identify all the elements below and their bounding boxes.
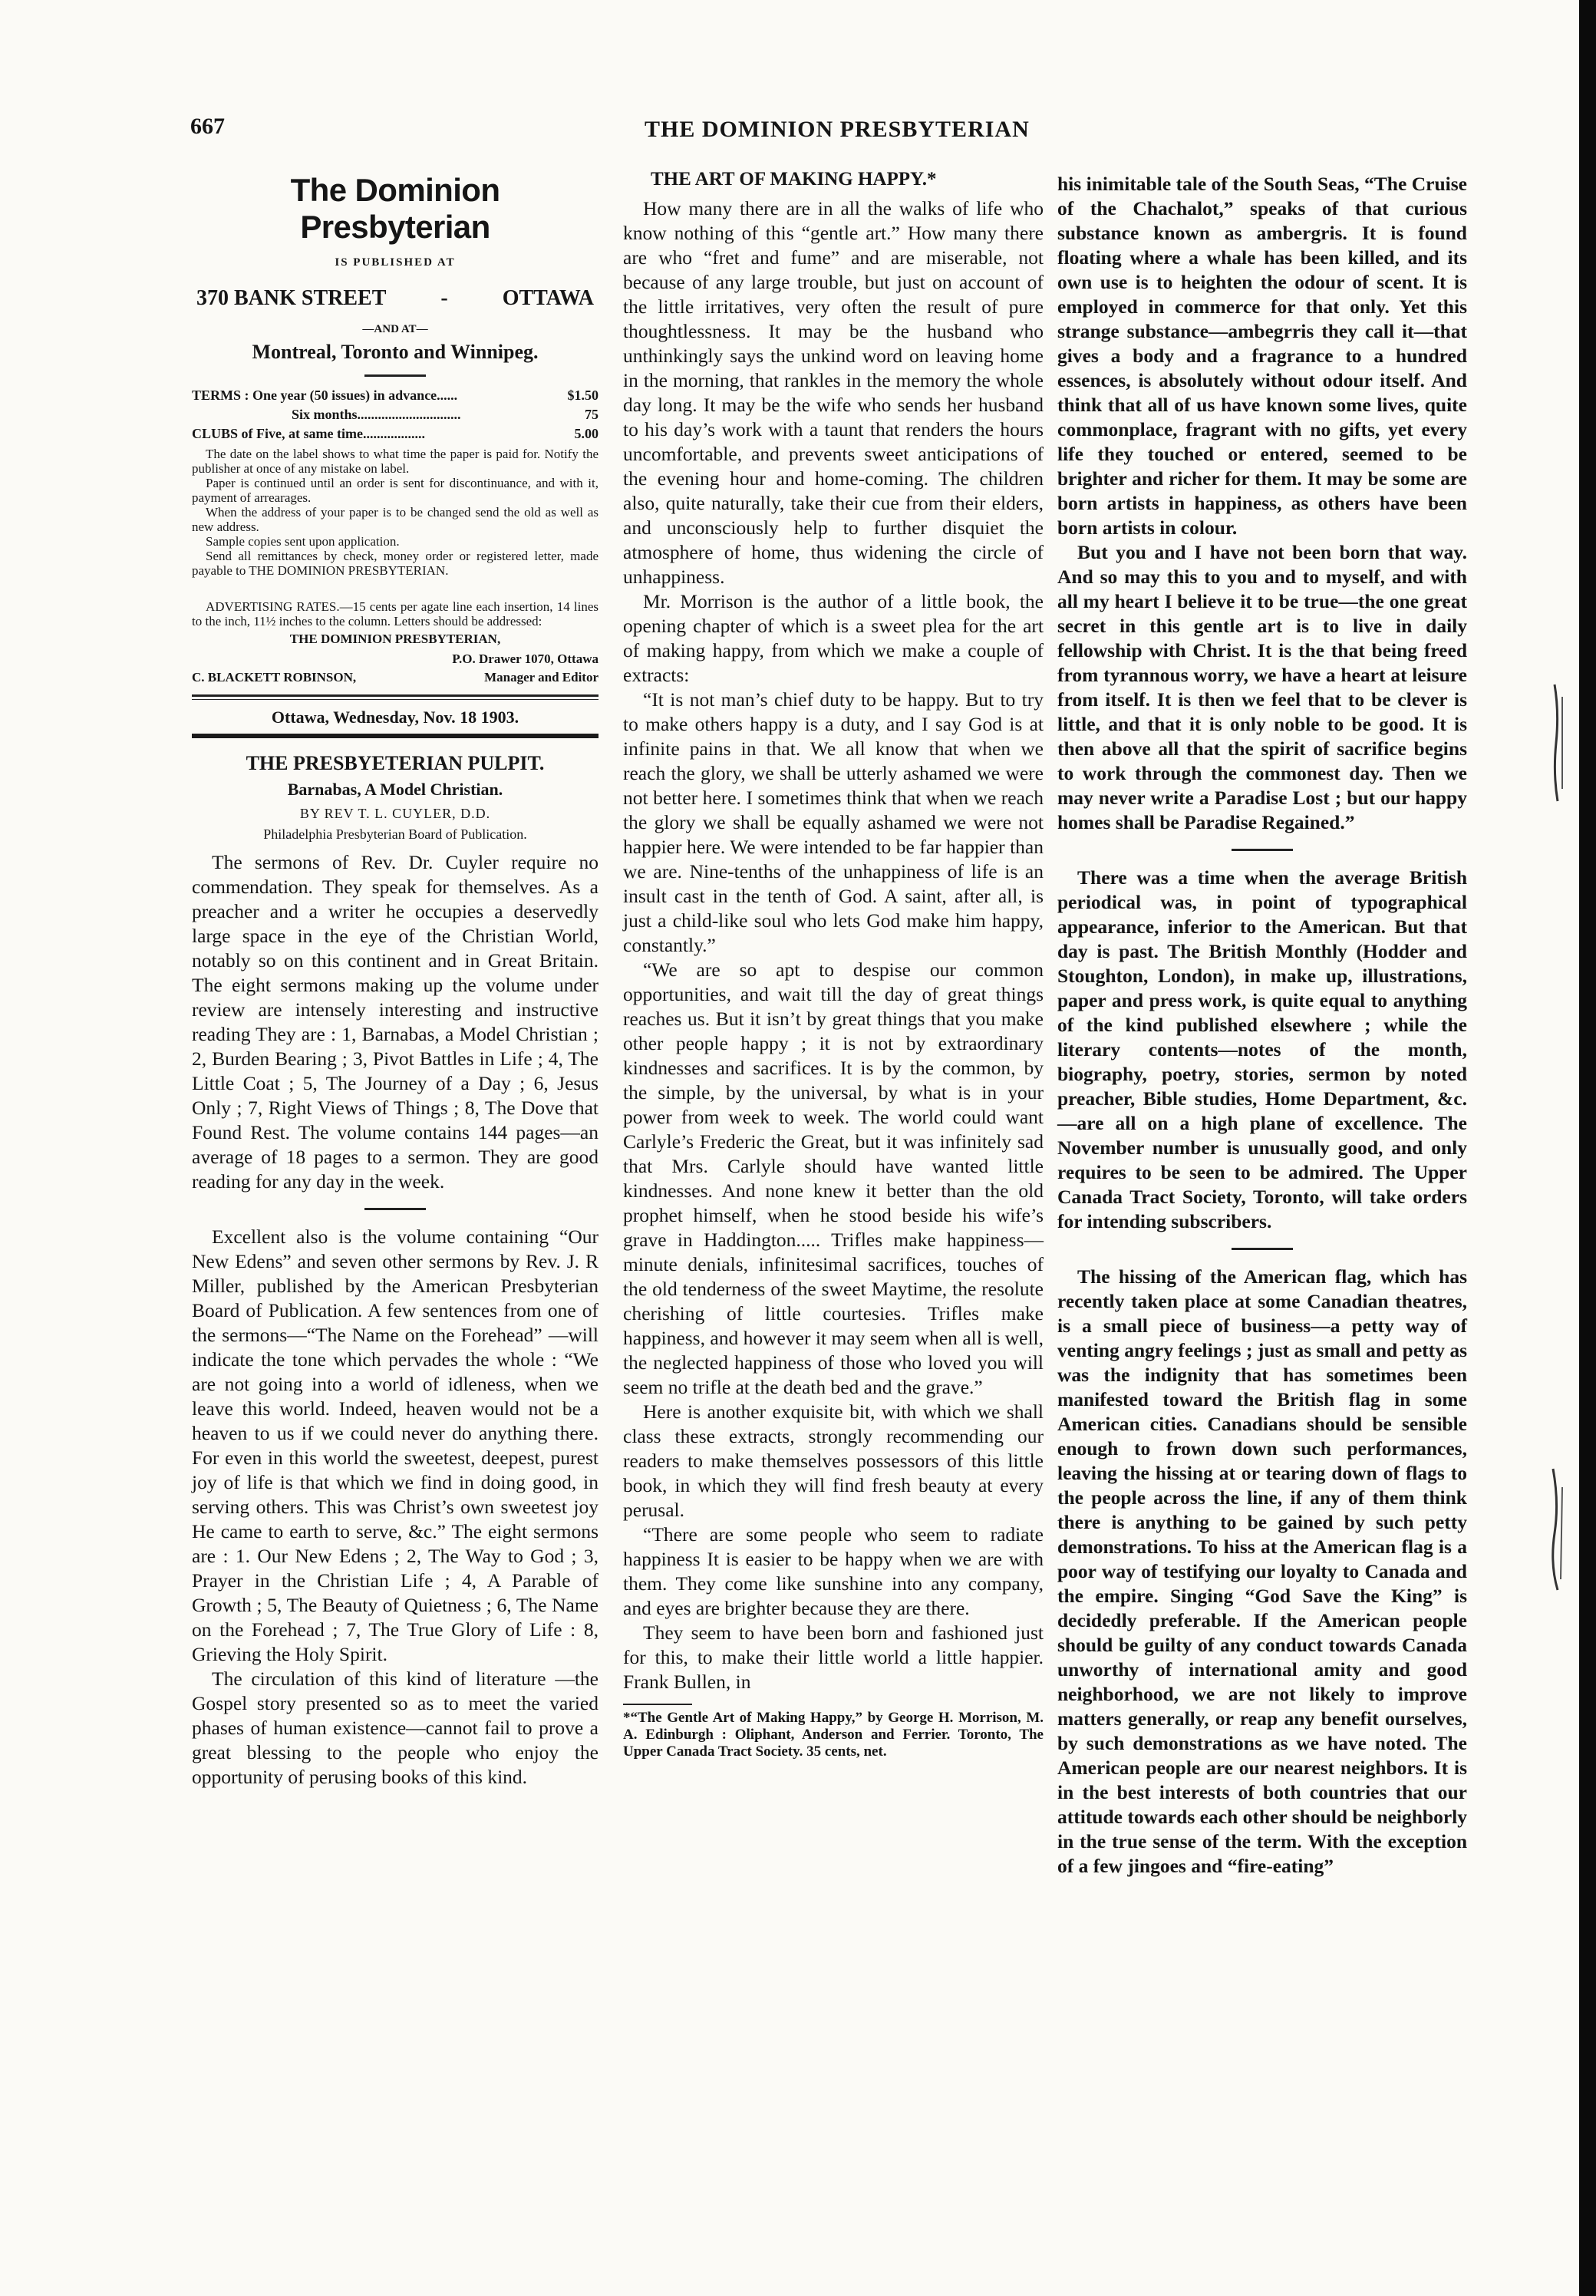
art-article-title: THE ART OF MAKING HAPPY.* <box>651 169 937 190</box>
address-name: THE DOMINION PRESBYTERIAN, <box>289 632 501 646</box>
terms-value: 5.00 <box>574 426 598 441</box>
page-binding-edge <box>1579 0 1596 2296</box>
terms-line <box>192 426 598 442</box>
terms-value: $1.50 <box>567 388 598 403</box>
subscription-notes <box>192 447 598 578</box>
article-paragraph: “We are so apt to despise our common opportunities, and wait till the day of great things reaches us. But it isn’t by great things that you make other people happy ; it is not by extraordinary kindnesses and sacrifices. It is by the common, by the simple, by the universal, by what is in your power from week to week. The world could want Carlyle’s Frederic the Great, but it was infinitely sad that Mrs. Carlyle should have wanted little kindnesses. And none knew it better than the old prophet himself, when he stood beside his wife’s grave in Haddington..... Trifles make happiness—minute denials, infinitesimal sacrifices, touches of the old tenderness of the sweet Maytime, the resolute cherishing of little courtesies. Trifles make happiness, and however it may seem when all is well, the neglected happiness of those who loved you will seem no trifle at the death bed and the grave.” <box>623 958 1044 1398</box>
article-paragraph: The hissing of the American flag, which has recently taken place at some Canadian theatres, is a small piece of business—a petty way of venting angry feelings ; just as small and petty as was the indignity that has sometimes been manifested toward the British flag in some American cities. Canadians should be sensible enough to frown down such performances, leaving the hissing at or tearing down of flags to the people across the line, if any of them think there is anything to be gained by such petty demonstrations. To hiss at the American flag is a poor way of testifying our loyalty to Canada and the empire. Singing “God Save the King” is decidedly preferable. If the American people should be guilty of any conduct towards Canada unworthy of international amity and good neighborhood, we are not likely to improve matters generally, or reap any benefit ourselves, by such demonstrations as we have noted. The American people are our nearest neighbors. It is in the best interests of both countries that our attitude towards each other should be neighborly in the true sense of the term. With the exception of a few jingoes and “fire-eating” <box>1057 1265 1467 1877</box>
article-paragraph: his inimitable tale of the South Seas, “The Cruise of the Chachalot,” speaks of that curious substance known as ambergris. It is found floating where a whale has been killed, and its own use is to heighten the odour of scent. It is employed in commerce for that only. Yet this strange substance—ambegrris they call it—that gives a body and a fragrance to a hundred essences, is absolutely without odour itself. And think that all of us have known some lives, quite commonplace, fragrant with no gifts, yet every life they touched or entered, seemed to be brighter and richer for them. It may be some are born artists in happiness, as others have been born artists in colour. <box>1057 173 1467 539</box>
address-city: OTTAWA <box>502 286 594 310</box>
masthead-rule <box>364 374 426 377</box>
date-rule-top <box>192 694 598 700</box>
article-paragraph: There was a time when the average British periodical was, in point of typographical appearance, inferior to the American. But that day is past. The British Monthly (Hodder and Stoughton, London), in make up, illustrations, paper and press work, is quite equal to anything of the kind published elsewhere ; while the literary contents—notes of the month, biography, poetry, stories, sermon by noted preacher, Bible studies, Home Department, &c.—are all on a high plane of excellence. The November number is unusually good, and only requires to be seen to be admired. The Upper Canada Tract Society, Toronto, will take orders for intending subscribers. <box>1057 866 1467 1232</box>
article-paragraph: “There are some people who seem to radiate happiness It is easier to be happy when we are with them. They come like sunshine into any company, and eyes are brighter because they are there. <box>623 1523 1044 1619</box>
article-paragraph: But you and I have not been born that way. And so may this to you and to myself, and with all my heart I believe it to be true—the one great secret in this gentle art is to live in daily fellowship with Christ. It is the that being freed from tyrannous worry, we have a heart at leisure from itself. It is then we feel that to be clever is little, and that it is only noble to be good. It is then above all that the spirit of sacrifice begins to work through the commonest day. Then we may never write a Paradise Lost ; but our happy homes shall be Paradise Regained.” <box>1057 541 1467 833</box>
pulpit-section-title: THE PRESBYETERIAN PULPIT. <box>246 752 545 774</box>
footnote: *“The Gentle Art of Making Happy,” by George H. Morrison, M. A. Edinburgh : Oliphant, Anderson and Ferrier. Toronto, The Upper Canada Tract Society. 35 cents, net. <box>623 1710 1044 1760</box>
address-dash: - <box>440 286 448 310</box>
street-address: 370 BANK STREET <box>196 286 387 310</box>
date-rule-bottom <box>192 734 598 738</box>
terms-line <box>192 407 598 423</box>
terms-label: CLUBS of Five, at same time.................. <box>192 426 425 441</box>
note: When the address of your paper is to be changed send the old as well as new address. <box>192 505 598 534</box>
article-paragraph: The circulation of this kind of literature —the Gospel story presented so as to meet the varied phases of human existence—cannot fail to prove a great blessing to the people who enjoy the opportunity of perusing books of this kind. <box>192 1668 598 1788</box>
separator-rule <box>1057 844 1467 856</box>
advertising-rates <box>192 599 598 628</box>
address-row <box>192 286 598 311</box>
running-head: THE DOMINION PRESBYTERIAN <box>645 117 1030 142</box>
pulpit-subtitle: Barnabas, A Model Christian. <box>287 780 503 799</box>
published-at: IS PUBLISHED AT <box>335 256 456 269</box>
margin-bracket-mark <box>1550 681 1567 804</box>
note: The date on the label shows to what time the paper is paid for. Notify the publisher at once of any mistake on label. <box>192 447 598 476</box>
terms-value: 75 <box>585 407 598 422</box>
article-paragraph: Mr. Morrison is the author of a little book, the opening chapter of which is a sweet plea for the art of making happy, from which we make a couple of extracts: <box>623 590 1044 686</box>
column-3 <box>1057 172 1467 1879</box>
note: Sample copies sent upon application. <box>206 534 400 549</box>
manager-name: C. BLACKETT ROBINSON, <box>192 670 357 685</box>
article-paragraph: The sermons of Rev. Dr. Cuyler require no commendation. They speak for themselves. As a preacher and a writer he occupies a deservedly large space in the eye of the Christian World, notably so on this continent and in Great Britain. The eight sermons making up the volume under review are intensely interesting and instructive reading They are : 1, Barnabas, a Model Christian ; 2, Burden Bearing ; 3, Pivot Battles in Life ; 4, The Little Coat ; 5, The Journey of a Day ; 6, Jesus Only ; 7, Right Views of Things ; 8, The Dove that Found Rest. The volume contains 144 pages—an average of 18 pages to a sermon. They are good reading for any day in the week. <box>192 851 598 1193</box>
terms-label: Six months.............................. <box>292 407 461 422</box>
branch-cities: Montreal, Toronto and Winnipeg. <box>252 341 539 363</box>
article-paragraph: Here is another exquisite bit, with which we shall class these extracts, strongly recommending our readers to make themselves possessors of this little book, in which they will find fresh beauty at every perusal. <box>623 1400 1044 1521</box>
column-2 <box>623 169 1044 1760</box>
and-at: —AND AT— <box>362 323 428 335</box>
article-paragraph: How many there are in all the walks of life who know nothing of this “gentle art.” How many there are who “fret and fume” and are miserable, not because of any large trouble, but just on account of the little irritatives, very often the result of pure thoughtlessness. It may be the husband who unthinkingly says the unkind word on leaving home in the morning, that rankles in the memory the whole day long. It may be the wife who sends her husband to his day’s work with a taunt that renders the hours uncomfortable, and prevents sweet anticipations of the evening hour and home-coming. The children also, quite naturally, take their cue from their elders, and unconsciously help to further disquiet the atmosphere of home, thus widening the circle of unhappiness. <box>623 197 1044 588</box>
article-paragraph: They seem to have been born and fashioned just for this, to make their little world a little happier. Frank Bullen, in <box>623 1621 1044 1693</box>
note: Send all remittances by check, money order or registered letter, made payable to THE DOMINION PRESBYTERIAN. <box>192 549 598 578</box>
margin-bracket-mark <box>1548 1464 1567 1595</box>
advertising-text: ADVERTISING RATES.—15 cents per agate line each insertion, 14 lines to the inch, 11½ inches to the column. Letters should be addressed: <box>192 599 598 628</box>
article-paragraph: “It is not man’s chief duty to be happy. But to try to make others happy is a duty, and I say God is at infinite pains in that. We all know that when we reach the glory, we shall be utterly ashamed we were not better here. I sometimes think that when we reach the glory we shall be equally ashamed we were not happier here. We were intended to be far happier than we are. Nine-tenths of the unhappiness of life is an insult cast in the tenth of God. A saint, after all, is just a child-like soul who lets God make him happy, constantly.” <box>623 688 1044 956</box>
post-office-box: P.O. Drawer 1070, Ottawa <box>452 652 598 666</box>
masthead-title: The Dominion Presbyterian <box>290 172 500 245</box>
separator-rule <box>192 1203 598 1216</box>
manager-title: Manager and Editor <box>484 670 598 685</box>
terms-line <box>192 388 598 404</box>
column-1 <box>192 161 598 1790</box>
manager-line <box>192 670 598 685</box>
issue-date: Ottawa, Wednesday, Nov. 18 1903. <box>271 708 519 727</box>
note: Paper is continued until an order is sent for discontinuance, and with it, payment of arrearages. <box>192 476 598 505</box>
footnote-rule <box>623 1704 692 1705</box>
page-number: 667 <box>190 114 225 139</box>
pulpit-byline: BY REV T. L. CUYLER, D.D. <box>299 806 491 821</box>
article-paragraph: Excellent also is the volume containing “Our New Edens” and seven other sermons by Rev. J. R Miller, published by the American Presbyterian Board of Publication. A few sentences from one of the sermons—“The Name on the Forehead” —will indicate the tone which pervades the whole : “We are not going into a world of idleness, when we leave this world. Indeed, heaven would not be a heaven to us if we could never do anything there. For even in this world the sweetest, deepest, purest joy of life is that which we find in doing good, in serving others. This was Christ’s own sweetest joy He came to earth to serve, &c.” The eight sermons are : 1. Our New Edens ; 2, The Way to God ; 3, Prayer in the Christian Life ; 4, A Parable of Growth ; 5, The Beauty of Quietness ; 6, The Name on the Forehead ; 7, The True Glory of Life : 8, Grieving the Holy Spirit. <box>192 1226 598 1665</box>
pulpit-publisher: Philadelphia Presbyterian Board of Publication. <box>263 826 527 842</box>
terms-label: TERMS : One year (50 issues) in advance...... <box>192 388 458 403</box>
separator-rule <box>1057 1243 1467 1255</box>
